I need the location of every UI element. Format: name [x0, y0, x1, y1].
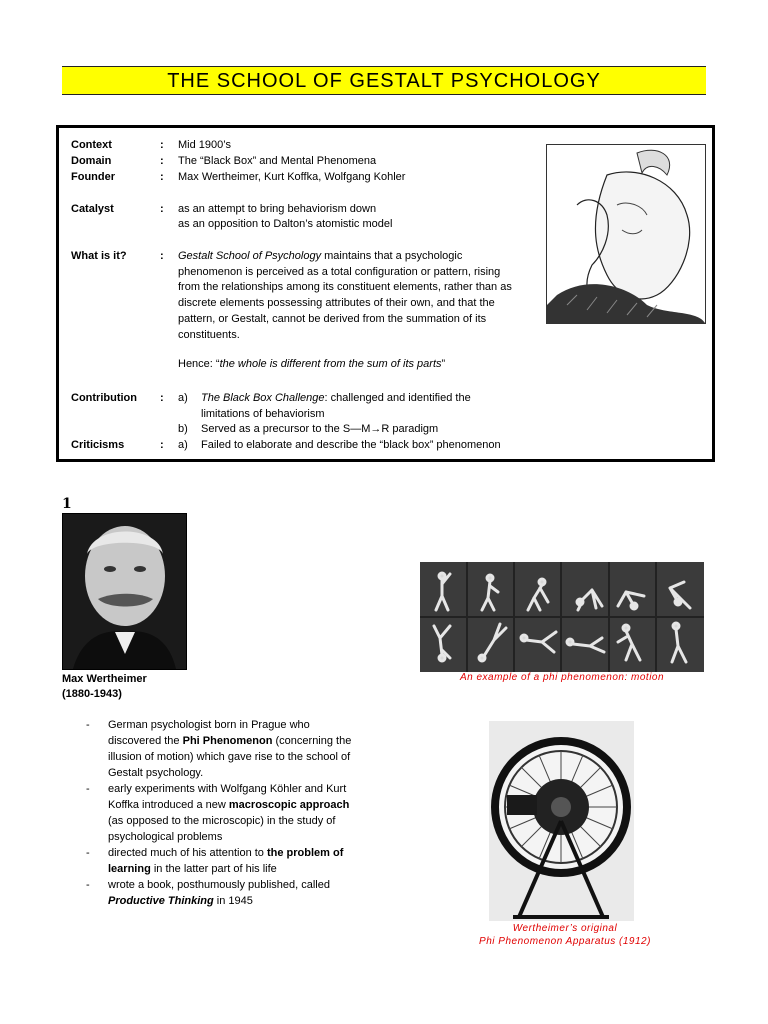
colon: :: [160, 155, 164, 167]
bullet-bold: Phi Phenomenon: [182, 735, 273, 747]
contribution-a-text: [201, 391, 511, 422]
founder-label: Founder: [71, 171, 115, 183]
criticisms-a-text: Failed to elaborate and describe the “black box” phenomenon: [201, 439, 501, 451]
catalyst-label: Catalyst: [71, 203, 114, 215]
bullet-text: early experiments with Wolfgang Köhler and Kurt Koffka introduced a new: [108, 783, 347, 811]
black-box-term: The Black Box Challenge: [201, 392, 325, 404]
context-label: Context: [71, 139, 112, 151]
list-item: [84, 845, 354, 877]
bullet-text: (as opposed to the microscopic) in the study of psychological problems: [108, 815, 336, 843]
apparatus-caption-line-2: Phi Phenomenon Apparatus (1912): [479, 936, 651, 947]
bullet-bold: Productive Thinking: [108, 895, 214, 907]
phi-motion-image: [420, 562, 704, 672]
criticisms-a-marker: a): [178, 439, 188, 451]
contribution-a-rest: : challenged and identified the limitations of behaviorism: [201, 392, 471, 420]
colon: :: [160, 203, 164, 215]
bullet-list: [84, 717, 354, 909]
bullet-bold: macroscopic approach: [228, 799, 350, 811]
wertheimer-portrait: [62, 513, 187, 670]
hence-line: [178, 357, 523, 373]
colon: :: [160, 439, 164, 451]
contribution-b-marker: b): [178, 423, 188, 435]
person-years: (1880-1943): [62, 688, 122, 700]
person-name: Max Wertheimer: [62, 673, 147, 685]
hence-prefix: Hence: “: [178, 358, 220, 370]
bullet-text: wrote a book, posthumously published, called: [108, 879, 330, 891]
hence-suffix: ”: [441, 358, 446, 370]
motion-caption: An example of a phi phenomenon: motion: [459, 672, 665, 683]
colon: :: [160, 392, 164, 404]
context-value: Mid 1900’s: [178, 139, 231, 151]
contribution-label: Contribution: [71, 392, 137, 404]
what-is-it-text: [178, 249, 523, 343]
domain-value: The “Black Box” and Mental Phenomena: [178, 155, 377, 167]
person-caption: [62, 672, 147, 702]
phi-apparatus-image: [489, 721, 634, 921]
bullet-text: in 1945: [213, 895, 253, 907]
list-item: [84, 877, 354, 909]
bullet-text: in the latter part of his life: [150, 863, 277, 875]
bullet-text: (concerning the illusion of motion) which gave rise to the school of Gestalt psychology.: [108, 735, 352, 779]
bullet-text: directed much of his attention to: [108, 847, 267, 859]
summary-box: [56, 125, 715, 462]
page-title: THE SCHOOL OF GESTALT PSYCHOLOGY: [62, 66, 706, 95]
apparatus-caption-line-1: Wertheimer’s original: [512, 923, 618, 934]
catalyst-line-1: as an attempt to bring behaviorism down: [178, 203, 377, 215]
section-number: 1: [62, 496, 72, 512]
contribution-a-marker: a): [178, 392, 188, 404]
catalyst-line-2: as an opposition to Dalton’s atomistic model: [178, 218, 393, 230]
bullet-text: German psychologist born in Prague who discovered the: [108, 719, 310, 747]
colon: :: [160, 171, 164, 183]
founder-value: Max Wertheimer, Kurt Koffka, Wolfgang Kohler: [178, 171, 406, 183]
what-is-it-label: What is it?: [71, 250, 127, 262]
contribution-b-text: Served as a precursor to the S—M→R paradigm: [201, 423, 439, 435]
bullet-bold: the problem of learning: [108, 847, 344, 875]
list-item: [84, 717, 354, 781]
definition-text: maintains that a psychologic phenomenon is perceived as a total configuration or pattern, rising from the relationships among its constituent elements, rather than as discrete elements possessing attributes of their own, and that the pattern, or Gestalt, cannot be derived from the summation of its constituents.: [178, 250, 512, 341]
criticisms-label: Criticisms: [71, 439, 125, 451]
colon: :: [160, 250, 164, 262]
colon: :: [160, 139, 164, 151]
domain-label: Domain: [71, 155, 112, 167]
hence-quote: the whole is different from the sum of its parts: [219, 358, 442, 370]
list-item: [84, 781, 354, 845]
gestalt-term: Gestalt School of Psychology: [178, 250, 322, 262]
gestalt-illusion-image: [546, 144, 706, 324]
